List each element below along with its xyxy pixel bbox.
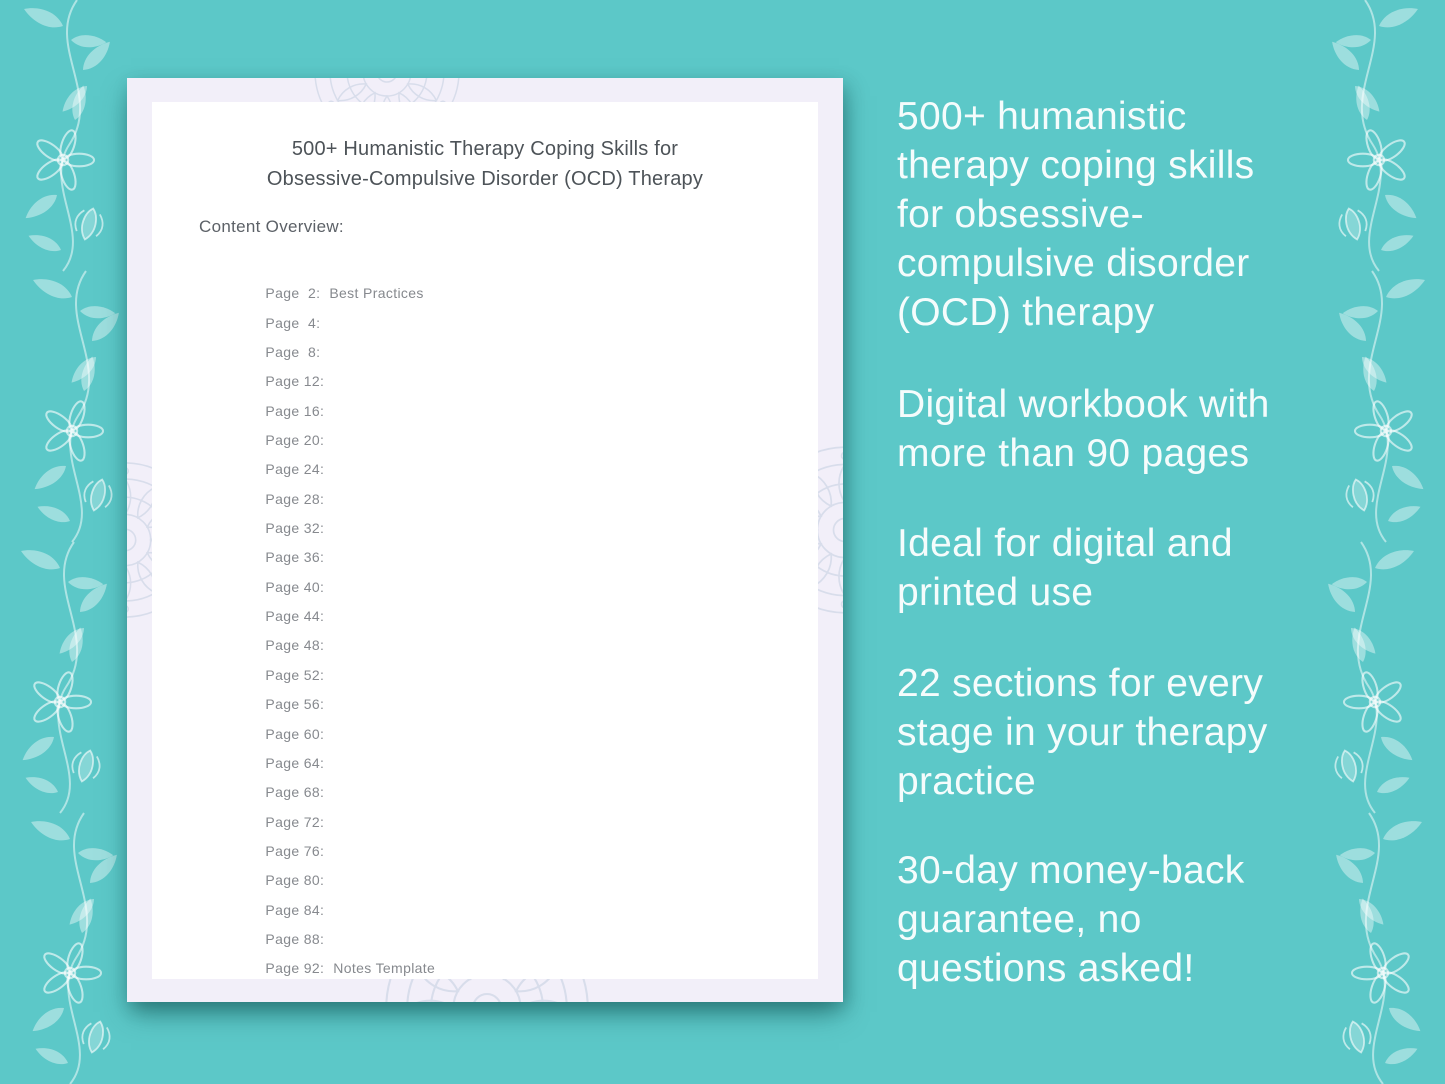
page-section-title: Notes Template: [333, 960, 436, 977]
bullet-line: therapy coping skills: [897, 144, 1255, 187]
page-number-label: Page 48:: [265, 637, 325, 654]
page-number-label: Page 44:: [265, 608, 325, 625]
page-number-label: Page 72:: [265, 813, 325, 830]
page-number-label: Page 16:: [265, 402, 325, 419]
marketing-bullet: [897, 846, 1377, 993]
bullet-line: printed use: [897, 571, 1094, 614]
marketing-bullet: [897, 519, 1377, 617]
page-number-label: Page 88:: [265, 930, 325, 947]
page-number-label: Page 20:: [265, 432, 325, 449]
workbook-preview-page: [127, 78, 843, 1002]
bullet-line: practice: [897, 760, 1036, 803]
marketing-bullet: [897, 380, 1377, 478]
page-number-label: Page 32:: [265, 520, 325, 537]
bullet-line: 22 sections for every: [897, 662, 1264, 705]
bullet-line: more than 90 pages: [897, 432, 1250, 475]
page-title-line2: Obsessive-Compulsive Disorder (OCD) Therapy: [266, 168, 704, 190]
page-number-label: Page 68:: [265, 784, 325, 801]
bullet-line: (OCD) therapy: [897, 291, 1155, 334]
page-number-label: Page 40:: [265, 578, 325, 595]
page-number-label: Page 76:: [265, 842, 325, 859]
page-number-label: Page 36:: [265, 549, 325, 566]
page-number-label: Page 8:: [265, 344, 321, 361]
page-number-label: Page 2:: [265, 285, 321, 302]
bullet-line: compulsive disorder: [897, 242, 1250, 285]
page-number-label: Page 4:: [265, 314, 321, 331]
bullet-line: Ideal for digital and: [897, 522, 1233, 565]
page-number-label: Page 28:: [265, 490, 325, 507]
bullet-line: 500+ humanistic: [897, 95, 1187, 138]
bullet-line: stage in your therapy: [897, 711, 1268, 754]
page-number-label: Page 84:: [265, 901, 325, 918]
bullet-line: 30-day money-back: [897, 849, 1245, 892]
page-number-label: Page 80:: [265, 872, 325, 889]
floral-vine-left: [0, 0, 130, 1084]
page-title-line1: 500+ Humanistic Therapy Coping Skills for: [291, 138, 679, 160]
page-list: [223, 250, 436, 977]
page-number-label: Page 52:: [265, 666, 325, 683]
page-number-label: Page 60:: [265, 725, 325, 742]
page-title: [152, 134, 818, 194]
document-page: [152, 102, 818, 979]
page-number-label: Page 56:: [265, 696, 325, 713]
marketing-bullet: [897, 92, 1377, 337]
bullet-line: Digital workbook with: [897, 383, 1270, 426]
bullet-line: for obsessive-: [897, 193, 1144, 236]
page-number-label: Page 12:: [265, 373, 325, 390]
page-number-label: Page 24:: [265, 461, 325, 478]
page-number-label: Page 92:: [265, 960, 325, 977]
page-section-title: Best Practices: [329, 285, 424, 302]
content-overview-label: Content Overview:: [199, 217, 344, 236]
bullet-line: guarantee, no: [897, 898, 1142, 941]
page-number-label: Page 64:: [265, 754, 325, 771]
bullet-line: questions asked!: [897, 947, 1195, 990]
marketing-bullet: [897, 659, 1377, 806]
list-item: [223, 250, 435, 302]
